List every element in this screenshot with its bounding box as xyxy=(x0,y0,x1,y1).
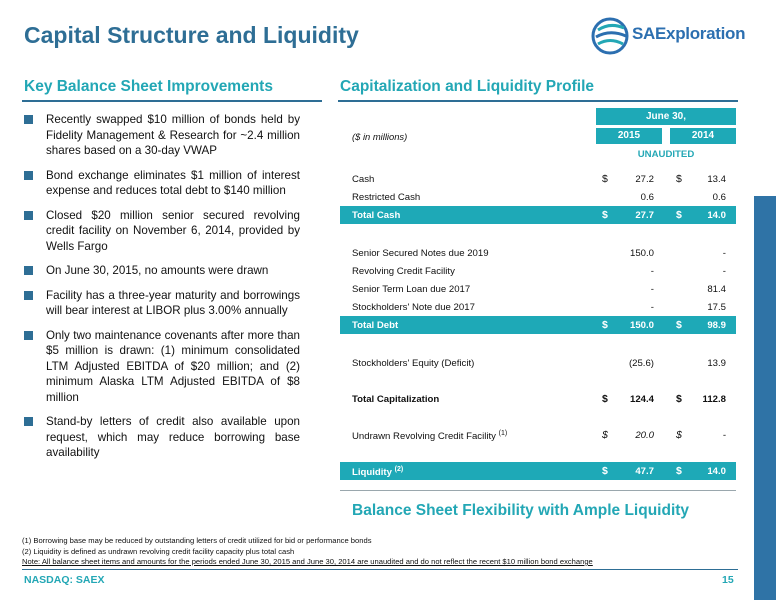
left-section-heading: Key Balance Sheet Improvements xyxy=(24,78,273,95)
table-row-undrawn-revolver: Undrawn Revolving Credit Facility $^{(1)}$ $ 20.0 $ - xyxy=(352,429,726,443)
footer-ticker: NASDAQ: SAEX xyxy=(24,574,105,586)
bullet-square-icon xyxy=(24,291,33,300)
bullet-square-icon xyxy=(24,417,33,426)
units-label: ($ in millions) xyxy=(352,131,408,142)
bullet-item: Only two maintenance covenants after more than $5 million is drawn: (1) minimum consolidated LTM Adjusted EBITDA of $20 million; and (2) minimum Alaska LTM Adjusted EBITDA of $8 million xyxy=(24,328,300,406)
page-number: 15 xyxy=(722,574,734,586)
footnotes xyxy=(22,536,752,568)
table-row-restricted-cash: Restricted Cash 0.6 0.6 xyxy=(352,192,726,203)
right-section-heading: Capitalization and Liquidity Profile xyxy=(340,78,595,95)
bullet-list xyxy=(24,112,300,470)
bullet-item: On June 30, 2015, no amounts were drawn xyxy=(24,263,300,279)
footnote-1: (1) Borrowing base may be reduced by outstanding letters of credit utilized for bid or performance bonds xyxy=(22,536,372,545)
right-heading-rule xyxy=(338,100,738,102)
table-row-term-loan: Senior Term Loan due 2017 - 81.4 xyxy=(352,284,726,295)
year-2015-header: 2015 xyxy=(596,128,662,144)
table-row-cash: Cash $ 27.2 $ 13.4 xyxy=(352,173,726,185)
bullet-square-icon xyxy=(24,211,33,220)
right-accent-bar xyxy=(754,0,776,600)
table-row-stockholders-note: Stockholders' Note due 2017 - 17.5 xyxy=(352,302,726,313)
table-row-total-cash: Total Cash $ 27.7 $ 14.0 xyxy=(340,206,736,224)
bullet-item: Stand-by letters of credit also available upon request, which may reduce borrowing base availability xyxy=(24,414,300,461)
table-row-liquidity: Liquidity $^{(2)}$ $ 47.7 $ 14.0 xyxy=(340,462,736,480)
bullet-square-icon xyxy=(24,266,33,275)
table-row-revolver: Revolving Credit Facility - - xyxy=(352,266,726,277)
left-heading-rule xyxy=(22,100,322,102)
bullet-square-icon xyxy=(24,331,33,340)
flexibility-caption: Balance Sheet Flexibility with Ample Liquidity xyxy=(352,502,690,519)
bullet-item: Closed $20 million senior secured revolving credit facility on November 6, 2014, provided by Wells Fargo xyxy=(24,208,300,255)
table-row-total-capitalization: Total Capitalization $ 124.4 $ 112.8 xyxy=(352,393,726,405)
footnote-note: Note: All balance sheet items and amounts for the periods ended June 30, 2015 and June 30, 2014 are unaudited and do not reflect the recent $10 million bond exchange xyxy=(22,557,593,566)
table-row-equity: Stockholders' Equity (Deficit) (25.6) 13.9 xyxy=(352,358,726,369)
bullet-square-icon xyxy=(24,115,33,124)
footer-rule xyxy=(22,569,738,570)
table-row-senior-notes: Senior Secured Notes due 2019 150.0 - xyxy=(352,248,726,259)
page-title: Capital Structure and Liquidity xyxy=(24,22,359,48)
period-header: June 30, xyxy=(596,108,736,125)
table-bottom-rule xyxy=(340,490,736,491)
year-2014-header: 2014 xyxy=(670,128,736,144)
bullet-item: Facility has a three-year maturity and borrowings will bear interest at LIBOR plus 3.00% annually xyxy=(24,288,300,319)
bullet-item: Recently swapped $10 million of bonds held by Fidelity Management & Research for ~2.4 million shares based on a 30-day VWAP xyxy=(24,112,300,159)
bullet-item: Bond exchange eliminates $1 million of interest expense and reduces total debt to $140 million xyxy=(24,168,300,199)
table-row-total-debt: Total Debt $ 150.0 $ 98.9 xyxy=(340,316,736,334)
logo-text: SAExploration xyxy=(632,24,746,43)
footnote-2: (2) Liquidity is defined as undrawn revolving credit facility capacity plus total cash xyxy=(22,546,295,556)
bullet-square-icon xyxy=(24,171,33,180)
unaudited-label: UNAUDITED xyxy=(637,149,695,160)
